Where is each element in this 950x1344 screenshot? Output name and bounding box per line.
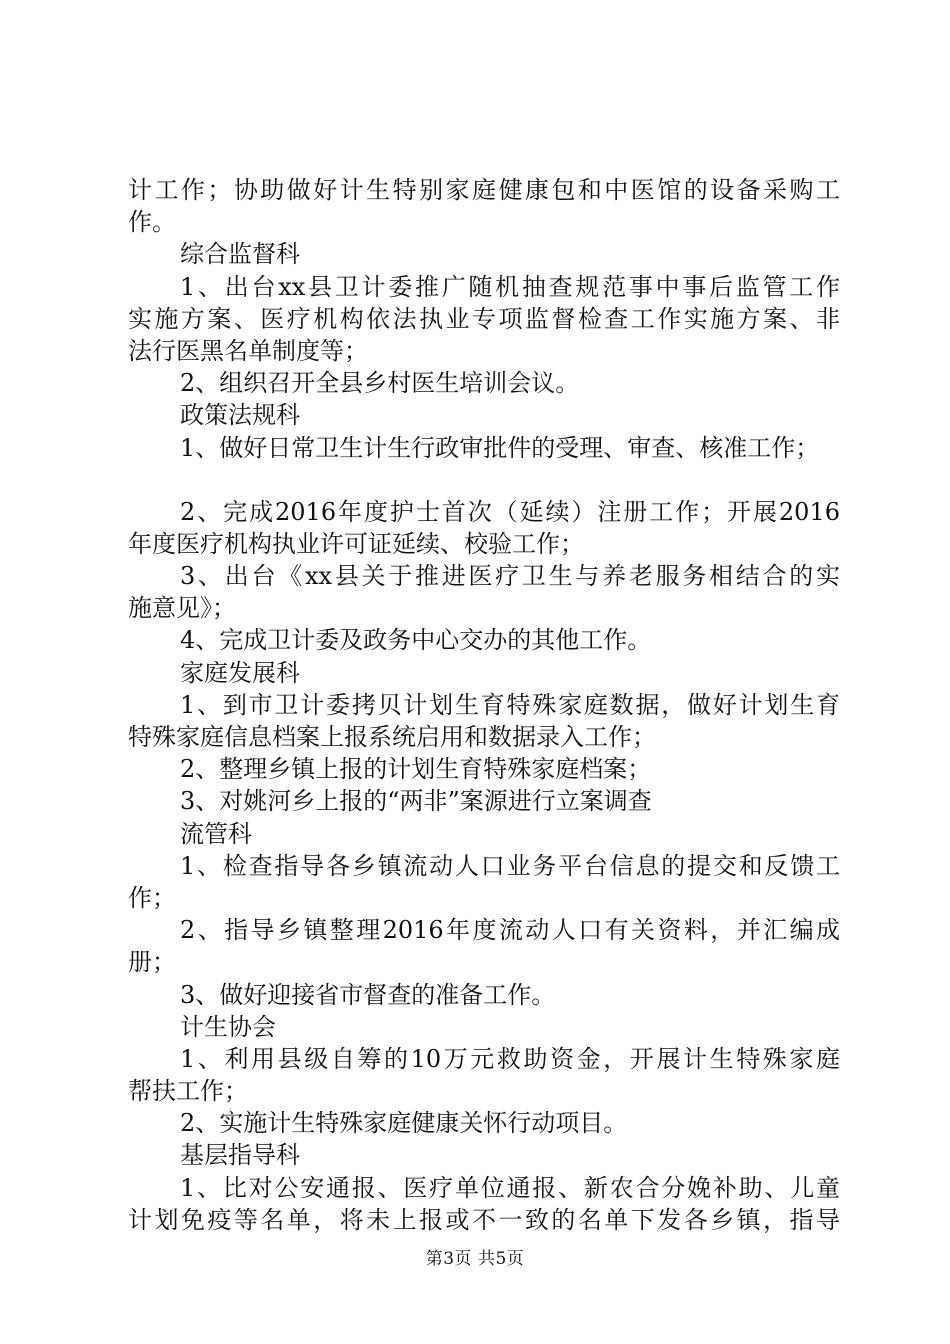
text-line: 实施方案、医疗机构依法执业专项监督检查工作实施方案、非 — [128, 304, 840, 333]
section-heading: 基层指导科 — [180, 1141, 300, 1170]
text-line: 2、整理乡镇上报的计划生育特殊家庭档案； — [180, 755, 652, 784]
text-line: 册； — [128, 948, 176, 977]
text-line: 1、检查指导各乡镇流动人口业务平台信息的提交和反馈工 — [180, 851, 840, 880]
document-body — [128, 174, 840, 1236]
page-footer: 第3页 共5页 — [425, 1249, 525, 1269]
text-line: 3、做好迎接省市督查的准备工作。 — [180, 980, 556, 1009]
text-line: 2、实施计生特殊家庭健康关怀行动项目。 — [180, 1109, 628, 1138]
text-line: 作； — [128, 883, 176, 912]
section-heading: 计生协会 — [180, 1012, 276, 1041]
text-line: 计工作；协助做好计生特别家庭健康包和中医馆的设备采购工 — [128, 176, 840, 204]
text-line: 2、完成2016年度护士首次（延续）注册工作；开展2016 — [180, 497, 840, 526]
section-heading: 综合监督科 — [180, 240, 300, 269]
text-line: 2、组织召开全县乡村医生培训会议。 — [180, 369, 580, 398]
text-line: 3、对姚河乡上报的“两非”案源进行立案调查 — [180, 787, 652, 816]
text-line: 2、指导乡镇整理2016年度流动人口有关资料，并汇编成 — [180, 916, 840, 945]
text-line: 帮扶工作； — [128, 1077, 248, 1106]
text-line: 4、完成卫计委及政务中心交办的其他工作。 — [180, 626, 652, 655]
text-line: 法行医黑名单制度等； — [128, 336, 368, 365]
text-line: 1、比对公安通报、医疗单位通报、新农合分娩补助、儿童 — [180, 1173, 840, 1202]
text-line: 计划免疫等名单，将未上报或不一致的名单下发各乡镇，指导 — [128, 1205, 840, 1234]
text-line: 施意见》； — [128, 594, 236, 623]
section-heading: 流管科 — [180, 819, 252, 848]
section-heading: 家庭发展科 — [180, 658, 300, 687]
text-line: 年度医疗机构执业许可证延续、校验工作； — [128, 529, 584, 558]
text-line: 1、利用县级自筹的10万元救助资金，开展计生特殊家庭 — [180, 1044, 840, 1073]
text-line: 1、做好日常卫生计生行政审批件的受理、审查、核准工作； — [180, 433, 820, 462]
text-line: 特殊家庭信息档案上报系统启用和数据录入工作； — [128, 723, 656, 751]
text-line: 1、出台xx县卫计委推广随机抽查规范事中事后监管工作 — [180, 272, 840, 301]
text-line: 1、到市卫计委拷贝计划生育特殊家庭数据，做好计划生育 — [180, 690, 840, 719]
section-heading: 政策法规科 — [180, 401, 300, 430]
text-line: 作。 — [128, 208, 176, 237]
text-line: 3、出台《xx县关于推进医疗卫生与养老服务相结合的实 — [180, 562, 840, 591]
blank-line — [128, 464, 840, 496]
